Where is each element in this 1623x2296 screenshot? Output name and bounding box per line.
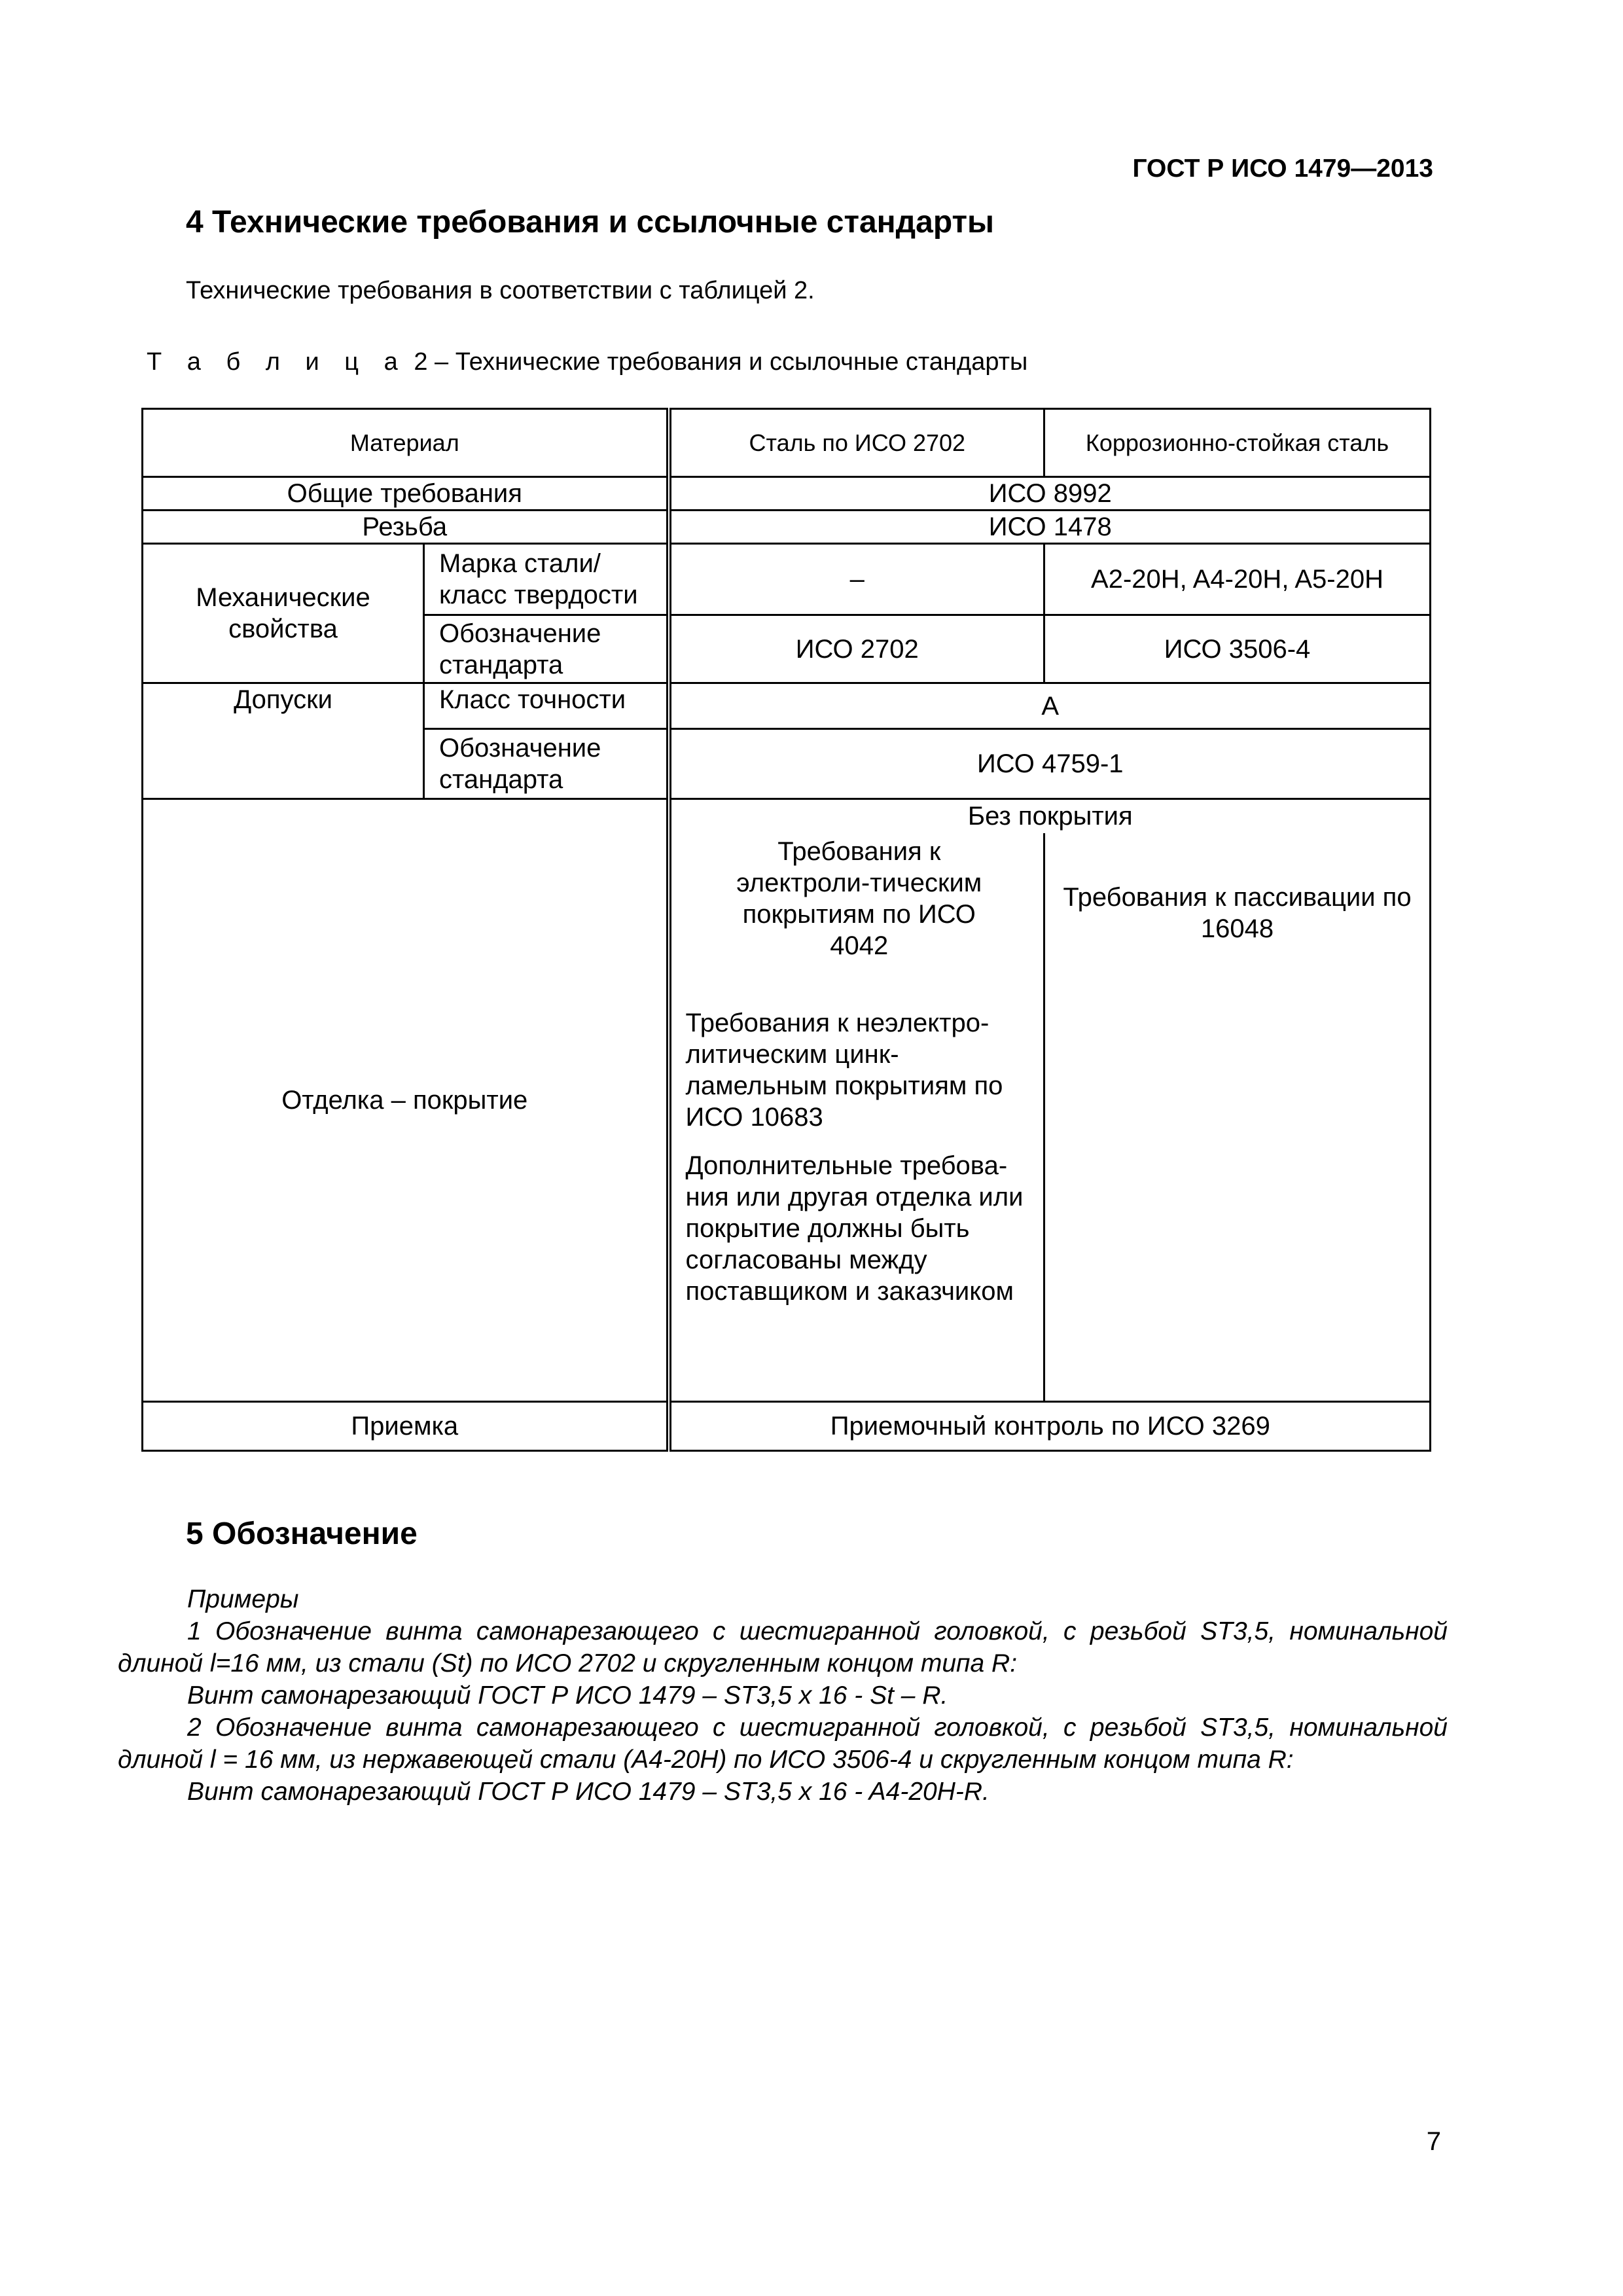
mechanical-std-label: Обозначение стандарта [424, 615, 669, 683]
example-1-designation: Винт самонарезающий ГОСТ Р ИСО 1479 – ST3,5 x 16 - St – R. [187, 1681, 948, 1710]
header-stainless: Коррозионно-стойкая сталь [1044, 409, 1431, 477]
tolerances-label: Допуски [143, 683, 424, 799]
acceptance-value: Приемочный контроль по ИСО 3269 [669, 1402, 1431, 1451]
thread-value: ИСО 1478 [669, 511, 1431, 544]
mechanical-grade-steel: – [669, 544, 1044, 615]
table-row-mechanical-grade [143, 544, 1431, 615]
example-2-text: 2 Обозначение винта самонарезающего с шестигранной головкой, с резьбой ST3,5, номинальной длиной l = 16 мм, из нержавеющей стали (A4-20H) по ИСО 3506-4 и скругленным концом типа R: [118, 1713, 1448, 1774]
tolerance-std-label: Обозначение стандарта [424, 729, 669, 799]
mechanical-std-stainless: ИСО 3506-4 [1044, 615, 1431, 683]
requirements-table [141, 408, 1431, 1452]
examples-block [118, 1583, 1448, 1808]
table-row-finish-nocoat [143, 799, 1431, 833]
section-4-title: 4 Технические требования и ссылочные стандарты [186, 205, 995, 240]
mechanical-grade-stainless: A2-20H, A4-20H, A5-20H [1044, 544, 1431, 615]
mechanical-label: Механические свойства [143, 544, 424, 683]
mechanical-std-steel: ИСО 2702 [669, 615, 1044, 683]
example-2-designation: Винт самонарезающий ГОСТ Р ИСО 1479 – ST3,5 x 16 - A4-20H-R. [187, 1778, 990, 1806]
section-5-title: 5 Обозначение [186, 1516, 418, 1551]
general-value: ИСО 8992 [669, 477, 1431, 511]
tolerance-std-value: ИСО 4759-1 [669, 729, 1431, 799]
examples-label: Примеры [187, 1585, 299, 1613]
table-caption-prefix: Т а б л и ц а [147, 348, 407, 376]
table-row-acceptance [143, 1402, 1431, 1451]
page-number: 7 [1426, 2127, 1441, 2156]
thread-label: Резьба [143, 511, 669, 544]
finish-steel-cell [669, 833, 1044, 1402]
table-caption-text: 2 – Технические требования и ссылочные стандарты [406, 348, 1028, 376]
table-header-row [143, 409, 1431, 477]
finish-stainless-passivation: Требования к пассивации по 16048 [1044, 833, 1431, 1402]
general-label: Общие требования [143, 477, 669, 511]
header-material: Материал [143, 409, 669, 477]
table-row-tolerance-class [143, 683, 1431, 729]
table-row-general [143, 477, 1431, 511]
table-row-thread [143, 511, 1431, 544]
header-steel: Сталь по ИСО 2702 [669, 409, 1044, 477]
table-caption [147, 348, 1027, 376]
document-id: ГОСТ Р ИСО 1479—2013 [1132, 154, 1433, 183]
mechanical-grade-label: Марка стали/ класс твердости [424, 544, 669, 615]
acceptance-label: Приемка [143, 1402, 669, 1451]
tolerance-class-label: Класс точности [424, 683, 669, 729]
example-1-text: 1 Обозначение винта самонарезающего с шестигранной головкой, с резьбой ST3,5, номинальной длиной l=16 мм, из стали (St) по ИСО 2702 и скругленным концом типа R: [118, 1617, 1448, 1677]
tolerance-class-value: А [669, 683, 1431, 729]
finish-steel-electrolytic: Требования к электроли-тическим покрытиям по ИСО 4042 [736, 836, 982, 960]
finish-steel-non-electrolytic: Требования к неэлектро-литическим цинк-ламельным покрытиям по ИСО 10683 [685, 1008, 1003, 1132]
finish-label: Отделка – покрытие [143, 799, 669, 1402]
finish-no-coating: Без покрытия [669, 799, 1431, 833]
finish-steel-additional: Дополнительные требова-ния или другая отделка или покрытие должны быть согласованы между поставщиком и заказчиком [685, 1151, 1024, 1306]
section-4-intro: Технические требования в соответствии с таблицей 2. [186, 277, 815, 304]
